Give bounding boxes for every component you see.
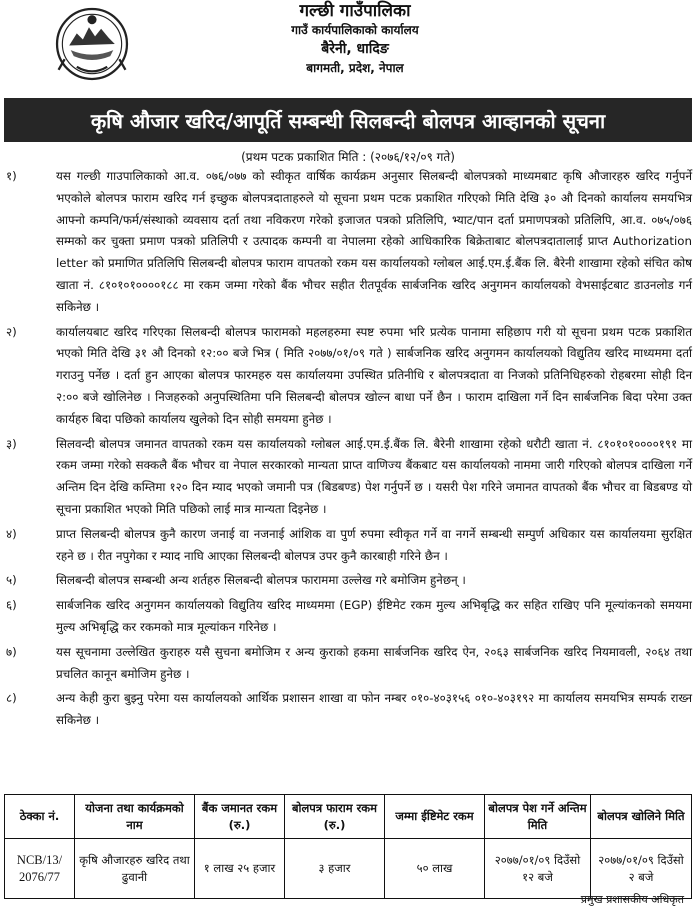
contract-table [4,794,692,899]
clause-text: यस सूचनामा उल्लेखित कुराहरु यसै सुचना बमोजिम र अन्य कुराको हकमा सार्बजनिक खरिद ऐन, २०६३ सार्बजनिक खरिद नियमावली, २०६४ तथा प्रचलित कानून बमोजिम हुनेछ । [56,644,692,681]
clause-number: ४) [6,526,17,541]
clause-text: कार्यालयबाट खरिद गरिएका सिलबन्दी बोलपत्र फारामको महलहरुमा स्पष्ट रुपमा भरि प्रत्येक पानामा सहिछाप गरी यो सूचना प्रथम पटक प्रकाशित भएको मिति देखि ३१ औ दिनको १२:०० बजे भित्र ( मिति २०७७/०१/०९ गते ) सार्बजनिक खरिद अनुगमन कार्यालयको विद्युतिय खरिद माध्यममा दर्ता गराउनु पर्नेछ । दर्ता हुन आएका बोलपत्र फारमहरु यस कार्यालयमा उपस्थित प्रतिनीधि र बोलपत्रदाता वा निजको प्रतिनिधिहरुको रोहबरमा सोही दिन २:०० बजे खोलिनेछ । निजहरुको अनुपस्थितिमा पनि सिलबन्दी बोलपत्र खोल्न बाधा पर्ने छैन । फाराम दाखिला गर्ने दिन सार्बजनिक बिदा परेमा उक्त कार्यहरु बिदा पछिको कार्यालय खुलेको दिन सोही समयमा हुनेछ । [56,324,692,426]
clause-text: सिलबन्दी बोलपत्र सम्बन्धी अन्य शर्तहरु सिलबन्दी बोलपत्र फाराममा उल्लेख गरे बमोजिम हुनेछन् । [56,573,466,588]
header-form-fee: बोलपत्र फाराम रकम (रु.) [285,795,385,839]
clause-text: सार्बजनिक खरिद अनुगमन कार्यालयको विद्युतिय खरिद माध्यममा (EGP) ईष्टिमेट रकम मुल्य अभिबृद्धि कर सहित राखिए पनि मूल्यांकनको समयमा मुल्य अभिबृद्धि कर रकमको मात्र मूल्यांकन गरिनेछ । [56,598,692,634]
publication-date: (प्रथम पटक प्रकाशित मिति : (२०७६/१२/०९ गते) [241,150,455,164]
table-header-row [5,795,692,839]
clause-item [4,166,692,319]
header-opening-date: बोलपत्र खोलिने मिति [591,795,692,839]
cell-project-name: कृषि औजारहरु खरिद तथा ढुवानी [75,839,195,899]
clause-text: सिलवन्दी बोलपत्र जमानत वापतको रकम यस कार्यालयको ग्लोबल आई.एम.ई.बैंक लि. बैरेनी शाखामा रहेको धरौटी खाता नं. ८१०१०१००००१९१ मा रकम जम्मा गरेको सक्कलै बैंक भौचर वा नेपाल सरकारको मान्यता प्राप्त वाणिज्य बैंकबाट यस कार्यालयको नाममा जारी गरिएको बोलपत्र दाखिला गर्ने अन्तिम दिन देखि कम्तिमा १२० दिन म्याद भएको जमानी पत्र (बिडबण्ड) पेश गर्नुपर्ने छ । यसरी पेश गरिने जमानत वापतको बैंक भौचर वा बिडबण्ड यो सूचना प्रकाशित भएको मिति पछिको लाई मात्र मान्यता दिइनेछ । [56,436,692,516]
clause-item [4,434,692,521]
clause-text: यस गल्छी गाउपालिकाको आ.व. ०७६/०७७ को स्वीकृत वार्षिक कार्यक्रम अनुसार सिलबन्दी बोलपत्रको माध्यमबाट कृषि औजारहरु खरिद गर्नुपर्ने भएकोले बोलपत्र फाराम खरिद गर्न इच्छुक बोलपत्रदाताहरुले यो सूचना प्रथम पटक प्रकाशित गरिएको मिति देखि ३० औ दिनको कार्यालय समयभित्र आफ्नो कम्पनि/फर्म/संस्थाको व्यवसाय दर्ता तथा नविकरण गरेको इजाजत पत्रको प्रतिलिपि, भ्याट/पान दर्ता प्रमाणपत्रको प्रतिलिपि, आ.व. ०७५/०७६ सम्मको कर चुक्ता प्रमाण पत्रको प्रतिलिपी र उत्पादक कम्पनी वा नेपालमा रहेको आधिकारिक बिक्रेताबाट बोलपत्रदातालाई प्राप्त Authorization letter को प्रमाणित प्रतिलिपि सिलबन्दी बोलपत्र फाराम वापतको रकम यस कार्यालयको ग्लोबल आई.एम.ई.बैंक लि. बैरेनी शाखामा रहेको संचित कोष खाता नं. ८१०१०१००००१८८ मा रकम जम्मा गरेको बैंक भौचर सहीत रीतपूर्वक सार्बजनिक खरिद अनुगमन कार्यालयको वेभसाईटबाट डाउनलोड गर्न सकिनेछ । [56,169,692,314]
header-project-name: योजना तथा कार्यक्रमको नाम [75,795,195,839]
cell-bank-guarantee: १ लाख २५ हजार [195,839,285,899]
table-row [5,839,692,899]
clause-item [4,322,692,431]
clause-number: ३) [6,436,17,451]
header-estimate: जम्मा ईष्टिमेट रकम [385,795,485,839]
notice-clauses [4,166,692,735]
clause-text: प्राप्त सिलबन्दी बोलपत्र कुनै कारण जनाई वा नजनाई आंशिक वा पुर्ण रुपमा स्वीकृत गर्ने वा नगर्ने सम्बन्धी सम्पुर्ण अधिकार यस कार्यालयमा सुरक्षित रहने छ । रीत नपुगेका र म्याद नाघि आएका सिलबन्दी बोलपत्र उपर कुनै कारबाही गरिने छैन । [56,526,692,563]
letterhead [0,0,696,92]
cell-opening-date: २०७७/०१/०९ दिउँसो २ बजे [591,839,692,899]
clause-item [4,595,692,639]
signatory-title: प्रमुख प्रशासकीय अधिकृत [580,893,684,906]
clause-text: अन्य केही कुरा बुझ्नु परेमा यस कार्यालयको आर्थिक प्रशासन शाखा वा फोन नम्बर ०१०-४०३१५६ ०१०-४०३१९२ मा कार्यालय समयभित्र सम्पर्क राख्न सकिनेछ । [56,691,692,728]
notice-title: कृषि औजार खरिद/आपूर्ति सम्बन्धी सिलबन्दी बोलपत्र आव्हानको सूचना [4,98,692,142]
cell-estimate: ५० लाख [385,839,485,899]
clause-number: १) [6,169,17,183]
office-place: बैरेनी, धादिङ [321,41,389,57]
clause-number: २) [6,324,17,339]
cell-contract-no: NCB/13/ 2076/77 [5,839,75,899]
clause-number: ५) [6,573,17,588]
clause-number: ६) [6,598,17,613]
header-bank-guarantee: बैंक जमानत रकम (रु.) [195,795,285,839]
header-submission-date: बोलपत्र पेश गर्ने अन्तिम मिति [485,795,591,839]
clause-item [4,570,692,592]
clause-number: ८) [6,691,17,706]
office-name: गल्छी गाउँपालिका [299,1,411,21]
header-contract-no: ठेक्का नं. [5,795,75,839]
clause-item [4,642,692,686]
government-emblem-icon [54,6,130,82]
clause-number: ७) [6,644,17,659]
clause-item [4,524,692,568]
cell-submission-date: २०७७/०१/०९ दिउँसो १२ बजे [485,839,591,899]
cell-form-fee: ३ हजार [285,839,385,899]
office-region: बागमती, प्रदेश, नेपाल [306,61,404,75]
clause-item [4,688,692,732]
office-subtitle: गाउँ कार्यपालिकाको कार्यालय [291,23,419,37]
